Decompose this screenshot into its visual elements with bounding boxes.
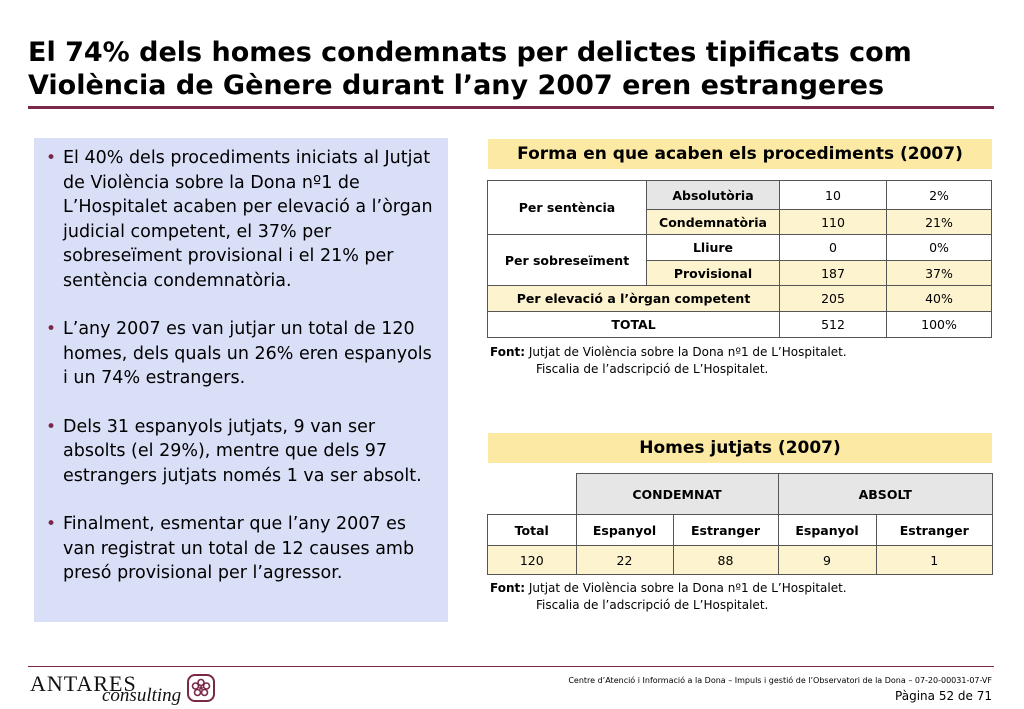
empty-corner: [488, 474, 577, 515]
column-header: Total: [488, 515, 577, 546]
cell-value: 205: [780, 286, 887, 312]
cell-value: 187: [780, 261, 887, 286]
row-group-sentencia: Per sentència: [488, 181, 647, 235]
title-divider: [28, 106, 994, 109]
cell-pct: 0%: [887, 235, 992, 261]
row-label-elevacio: Per elevació a l’òrgan competent: [488, 286, 780, 312]
cell-pct: 2%: [887, 181, 992, 210]
footer-text: Centre d’Atenció i Informació a la Dona – Impuls i gestió de l’Observatori de la Dona – 07-20-00031-07-VF: [568, 676, 992, 685]
source-line-1: Jutjat de Violència sobre la Dona nº1 de L’Hospitalet.: [528, 345, 847, 359]
source-label: Font:: [490, 345, 526, 359]
procediments-source-note: [490, 344, 847, 378]
column-header: Estranger: [673, 515, 778, 546]
cell-value: 22: [576, 546, 673, 575]
column-header: Espanyol: [778, 515, 876, 546]
cell-value: 110: [780, 210, 887, 235]
flower-logo-icon: [187, 674, 215, 702]
page-title: [28, 36, 1008, 102]
bullet-item: • Finalment, esmentar que l’any 2007 es van registrat un total de 12 causes amb presó provisional per l’agressor.: [46, 512, 434, 586]
company-logo-sub: consulting: [102, 685, 182, 706]
homes-table-title: Homes jutjats (2007): [488, 433, 992, 463]
cell-value: 512: [780, 312, 887, 338]
row-label-lliure: Lliure: [647, 235, 780, 261]
source-line-1: Jutjat de Violència sobre la Dona nº1 de L’Hospitalet.: [528, 581, 847, 595]
row-label-provisional: Provisional: [647, 261, 780, 286]
homes-source-note: [490, 580, 847, 614]
cell-value: 1: [876, 546, 993, 575]
procediments-table: [487, 180, 992, 338]
cell-pct: 37%: [887, 261, 992, 286]
cell-pct: 21%: [887, 210, 992, 235]
row-group-sobreseiment: Per sobreseïment: [488, 235, 647, 286]
group-header-absolt: ABSOLT: [778, 474, 993, 515]
summary-panel: [34, 138, 448, 622]
bullet-item: • El 40% dels procediments iniciats al Jutjat de Violència sobre la Dona nº1 de L’Hospitalet acaben per elevació a l’òrgan judicial competent, el 37% per sobreseïment provisional i el 21% per sentència condemnatòria.: [46, 146, 434, 293]
page-number: Pàgina 52 de 71: [895, 689, 992, 703]
cell-value: 88: [673, 546, 778, 575]
source-label: Font:: [490, 581, 526, 595]
source-line-2: Fiscalia de l’adscripció de L’Hospitalet.: [536, 362, 769, 376]
group-header-condemnat: CONDEMNAT: [576, 474, 778, 515]
cell-value: 9: [778, 546, 876, 575]
column-header: Estranger: [876, 515, 993, 546]
procediments-table-title: Forma en que acaben els procediments (2007): [488, 139, 992, 169]
row-label-absolutoria: Absolutòria: [647, 181, 780, 210]
cell-pct: 100%: [887, 312, 992, 338]
company-logo-name: ANTARES: [30, 671, 137, 696]
cell-pct: 40%: [887, 286, 992, 312]
page-title-line-1: El 74% dels homes condemnats per delictes tipificats com: [28, 37, 912, 68]
row-label-condemnatoria: Condemnatòria: [647, 210, 780, 235]
row-label-total: TOTAL: [488, 312, 780, 338]
cell-value: 10: [780, 181, 887, 210]
homes-table: [487, 473, 993, 575]
page-title-line-2: Violència de Gènere durant l’any 2007 eren estrangeres: [28, 70, 885, 101]
cell-value: 0: [780, 235, 887, 261]
footer-divider: [28, 666, 994, 667]
column-header: Espanyol: [576, 515, 673, 546]
bullet-item: • Dels 31 espanyols jutjats, 9 van ser absolts (el 29%), mentre que dels 97 estrangers jutjats només 1 va ser absolt.: [46, 415, 434, 489]
bullet-list: [46, 146, 434, 586]
source-line-2: Fiscalia de l’adscripció de L’Hospitalet.: [536, 598, 769, 612]
bullet-item: • L’any 2007 es van jutjar un total de 120 homes, dels quals un 26% eren espanyols i un 74% estrangers.: [46, 317, 434, 391]
cell-value: 120: [488, 546, 577, 575]
